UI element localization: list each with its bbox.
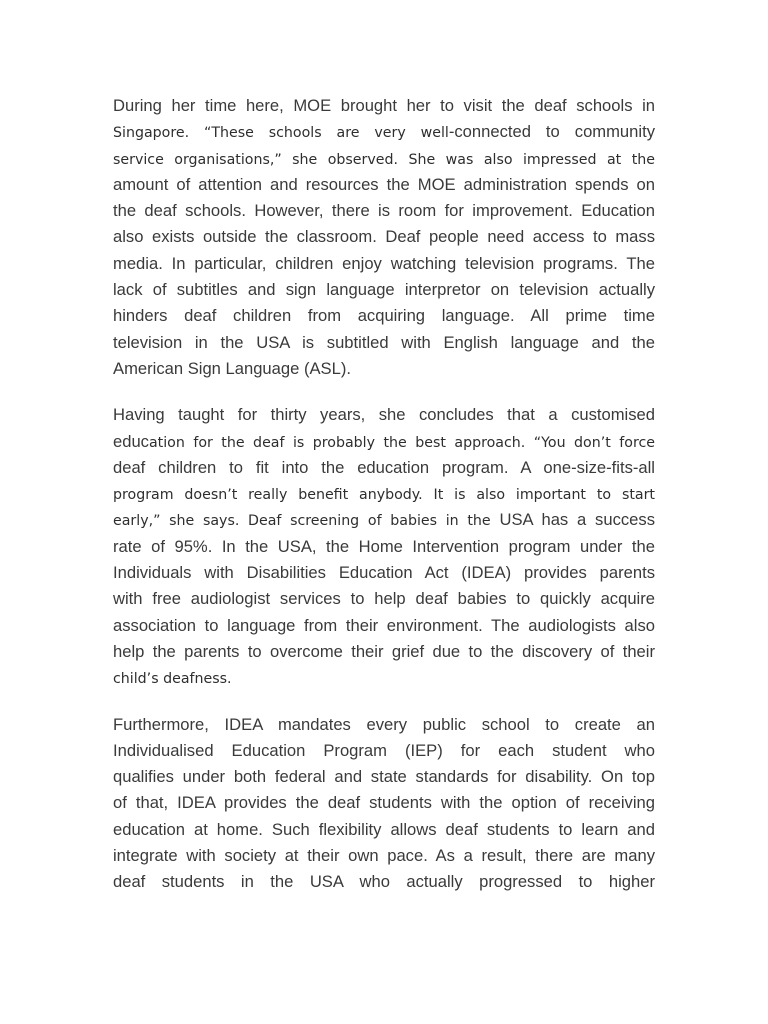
document-page xyxy=(113,93,655,916)
text-run: deaf students in the USA who actually progressed to higher xyxy=(113,872,655,892)
text-run: Individualised Education Program (IEP) for each student who xyxy=(113,740,655,760)
text-run: Having taught for thirty years, she concludes that a customised xyxy=(113,405,655,425)
text-run: hinders deaf children from acquiring language. All prime time xyxy=(113,306,655,326)
text-line xyxy=(113,429,655,455)
text-line xyxy=(113,198,655,224)
text-line xyxy=(113,738,655,764)
text-run: Individuals with Disabilities Education Act (IDEA) provides parents xyxy=(113,563,655,583)
text-run: qualifies under both federal and state standards for disability. On top xyxy=(113,767,655,787)
text-run: educ xyxy=(113,431,149,451)
text-line xyxy=(113,507,655,533)
text-run: program doesn’t really benefit anybody. It is also important to start xyxy=(113,487,655,504)
text-run: education at home. Such flexibility allows deaf students to learn and xyxy=(113,819,655,839)
text-run: deaf children to fit into the education program. A one-size-fits-all xyxy=(113,457,655,477)
text-line xyxy=(113,146,655,172)
text-run: ation for the deaf is probably the best approach. “You don’t force xyxy=(148,434,655,451)
text-line xyxy=(113,869,655,895)
text-line xyxy=(113,330,655,356)
text-run: association to language from their environment. The audiologists also xyxy=(113,615,655,635)
text-line xyxy=(113,613,655,639)
text-run: early,” she says. Deaf screening of babies in the xyxy=(113,513,491,530)
paragraph xyxy=(113,93,655,382)
text-run: of that, IDEA provides the deaf students with the option of receiving xyxy=(113,793,655,813)
text-run: help the parents to overcome their grief due to the discovery of their xyxy=(113,641,655,661)
text-line xyxy=(113,172,655,198)
text-run: television in the USA is subtitled with English language and the xyxy=(113,332,655,352)
text-run: Furthermore, IDEA mandates every public school to create an xyxy=(113,714,655,734)
text-line xyxy=(113,303,655,329)
text-line xyxy=(113,356,655,382)
text-line xyxy=(113,843,655,869)
text-line xyxy=(113,481,655,507)
text-line xyxy=(113,455,655,481)
text-run: the deaf schools. However, there is room for improvement. Education xyxy=(113,201,655,221)
text-run: amount of attention and resources the MOE administration spends on xyxy=(113,174,655,194)
text-run: also exists outside the classroom. Deaf people need access to mass xyxy=(113,227,655,247)
text-line xyxy=(113,790,655,816)
text-run: Singapore. “These schools are very well xyxy=(113,125,449,142)
text-line xyxy=(113,764,655,790)
text-line xyxy=(113,224,655,250)
paragraph xyxy=(113,712,655,896)
text-run: integrate with society at their own pace. As a result, there are many xyxy=(113,846,655,866)
text-line xyxy=(113,639,655,665)
text-run: child’s deafness. xyxy=(113,671,232,688)
text-line xyxy=(113,93,655,119)
paragraph xyxy=(113,402,655,691)
text-run: USA has a success xyxy=(490,510,655,530)
text-run: rate of 95%. In the USA, the Home Intervention program under the xyxy=(113,536,655,556)
text-line xyxy=(113,402,655,428)
text-run: media. In particular, children enjoy watching television programs. The xyxy=(113,253,655,273)
text-line xyxy=(113,534,655,560)
text-line xyxy=(113,712,655,738)
text-line xyxy=(113,817,655,843)
text-line xyxy=(113,586,655,612)
text-run: with free audiologist services to help deaf babies to quickly acquire xyxy=(113,589,655,609)
text-line xyxy=(113,277,655,303)
text-run: During her time here, MOE brought her to visit the deaf schools in xyxy=(113,96,655,115)
text-run: American Sign Language (ASL). xyxy=(113,358,351,378)
text-line xyxy=(113,251,655,277)
text-line xyxy=(113,665,655,691)
text-run: service organisations,” she observed. She was also impressed at the xyxy=(113,151,655,168)
text-run: -connected to community xyxy=(448,122,655,142)
text-line xyxy=(113,560,655,586)
text-run: lack of subtitles and sign language interpretor on television actually xyxy=(113,280,655,300)
text-line xyxy=(113,119,655,145)
